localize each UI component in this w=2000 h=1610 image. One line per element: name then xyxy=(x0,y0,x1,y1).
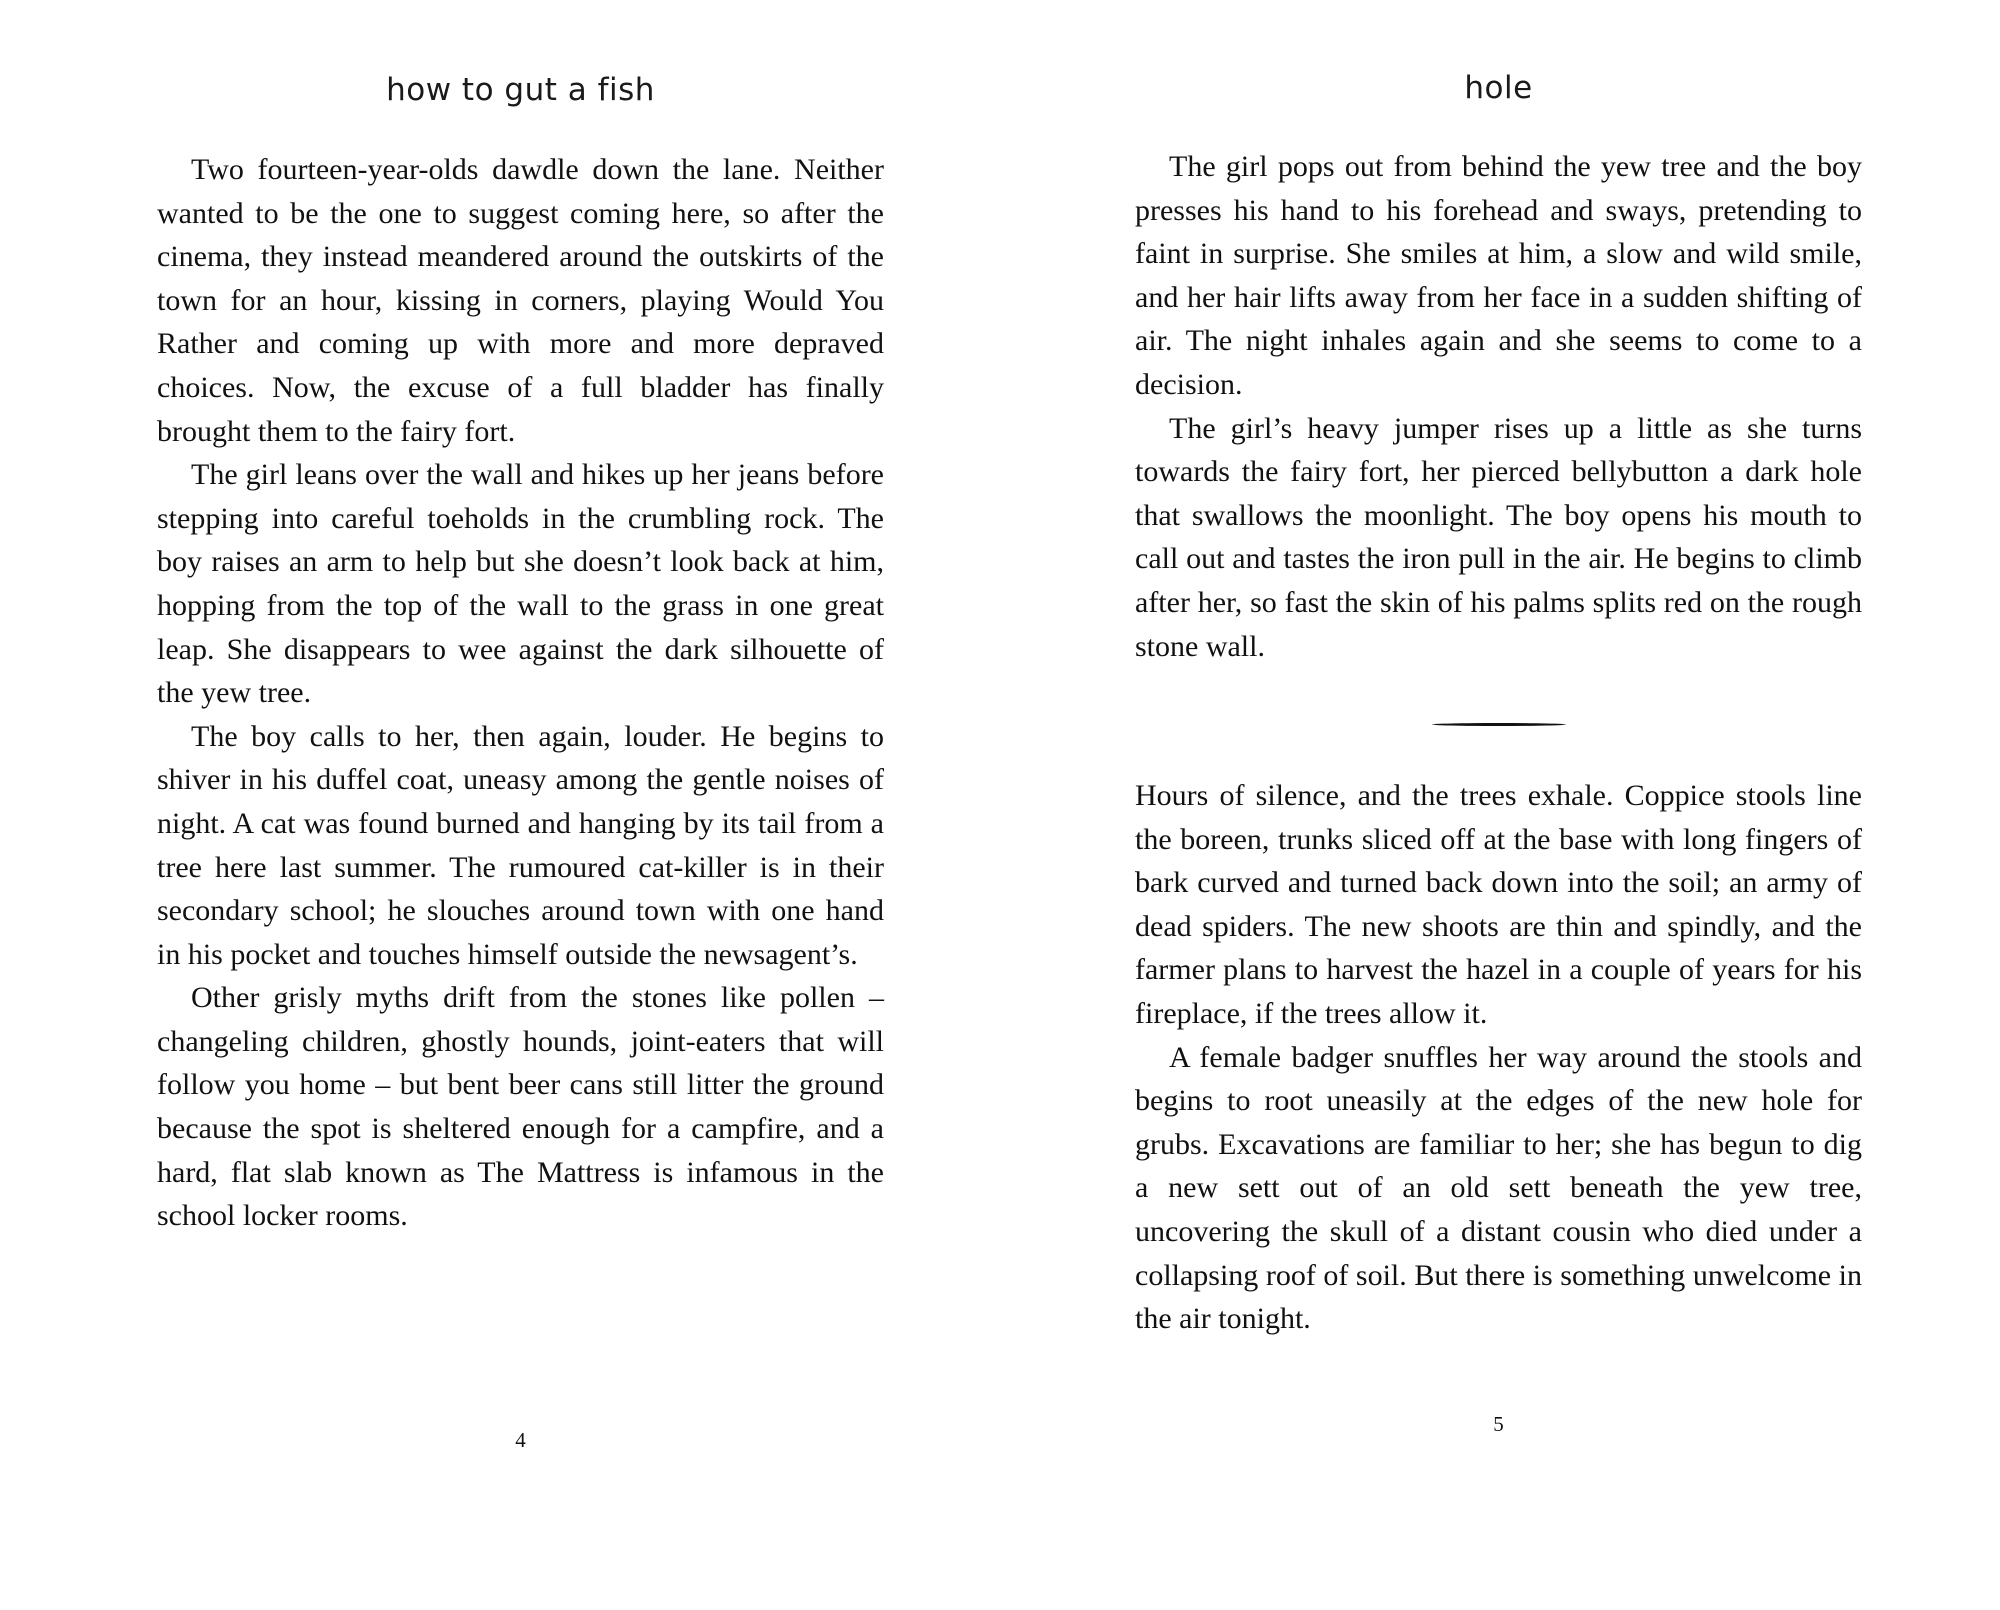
paragraph: The boy calls to her, then again, louder. He begins to shiver in his duffel coat, uneasy among the gentle noises of night. A cat was found burned and hanging by its tail from a tree here last summer. The rumoured cat-killer is in their secondary school; he slouches around town with one hand in his pocket and touches himself outside the newsagent’s. xyxy=(157,719,884,971)
left-page xyxy=(157,0,884,1610)
section-break-rule xyxy=(1432,723,1566,726)
page-number-left: 4 xyxy=(515,1428,526,1452)
paragraph: A female badger snuffles her way around the stools and begins to root uneasily at the edges of the new hole for grubs. Excavations are familiar to her; she has begun to dig a new sett out of an old sett beneath the yew tree, uncovering the skull of a distant cousin who died under a collapsing roof of soil. But there is something unwelcome in the air tonight. xyxy=(1135,1040,1862,1336)
paragraph: Hours of silence, and the trees exhale. Coppice stools line the boreen, trunks sliced off at the base with long fingers of bark curved and turned back down into the soil; an army of dead spiders. The new shoots are thin and spindly, and the farmer plans to harvest the hazel in a couple of years for his fireplace, if the trees allow it. xyxy=(1135,779,1862,1030)
running-head-right: hole xyxy=(1464,70,1533,106)
paragraph: The girl pops out from behind the yew tree and the boy presses his hand to his forehead and sways, pretending to faint in surprise. She smiles at him, a slow and wild smile, and her hair lifts away from her face in a sudden shifting of air. The night inhales again and she seems to come to a decision. xyxy=(1135,150,1862,401)
running-head-left: how to gut a fish xyxy=(386,72,655,108)
left-page-body xyxy=(157,148,884,1238)
paragraph: The girl leans over the wall and hikes up her jeans before stepping into careful toeholds in the crumbling rock. The boy raises an arm to help but she doesn’t look back at him, hopping from the top of the wall to the grass in one great leap. She disappears to wee against the dark silhouette of the yew tree. xyxy=(157,458,884,710)
page-number-right: 5 xyxy=(1493,1412,1504,1436)
right-page-body-section-2 xyxy=(1135,774,1862,1341)
right-page xyxy=(1135,0,1862,1610)
paragraph: Two fourteen-year-olds dawdle down the lane. Neither wanted to be the one to suggest coming here, so after the cinema, they instead meandered around the outskirts of the town for an hour, kissing in corners, playing Would You Rather and coming up with more and more depraved choices. Now, the excuse of a full bladder has finally brought them to the fairy fort. xyxy=(157,153,884,448)
paragraph: The girl’s heavy jumper rises up a little as she turns towards the fairy fort, her pierced bellybutton a dark hole that swallows the moonlight. The boy opens his mouth to call out and tastes the iron pull in the air. He begins to climb after her, so fast the skin of his palms splits red on the rough stone wall. xyxy=(1135,411,1862,663)
right-page-body-section-1 xyxy=(1135,145,1862,668)
paragraph: Other grisly myths drift from the stones like pollen – changeling children, ghostly hounds, joint-eaters that will follow you home – but bent beer cans still litter the ground because the spot is sheltered enough for a campfire, and a hard, flat slab known as The Mattress is infamous in the school locker rooms. xyxy=(157,981,884,1233)
